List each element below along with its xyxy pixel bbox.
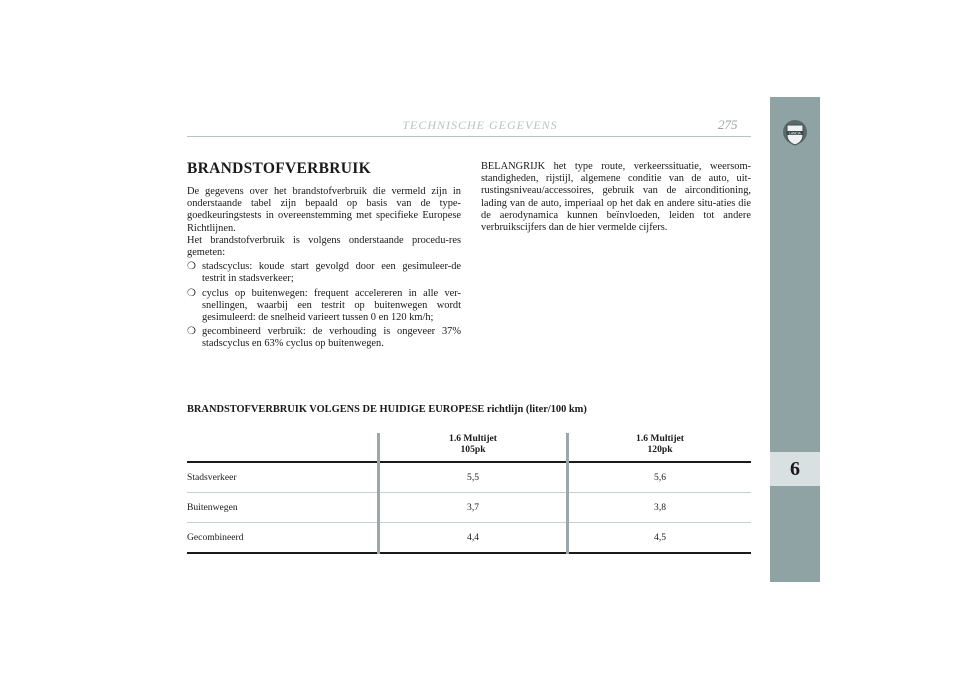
- table-cell: 3,7: [379, 493, 568, 523]
- list-item-text: cyclus op buitenwegen: frequent accelereren in alle ver-snellingen, waarbij een testrit op buitenwegen wordt gesimuleerd: de snelheid varieert tussen 0 en 120 km/h;: [202, 287, 461, 324]
- column-engine-label: 1.6 Multijet: [449, 433, 497, 444]
- fuel-consumption-table-wrapper: [187, 433, 751, 554]
- intro-paragraph: De gegevens over het brandstofverbruik die vermeld zijn in onderstaande tabel zijn bepaald op basis van de type-goedkeuringstests in overeenstemming met specifieke Europese Richtlijnen.: [187, 186, 461, 234]
- chapter-sidebar: [770, 97, 820, 582]
- list-item: [187, 326, 461, 350]
- fuel-consumption-table: [187, 433, 751, 554]
- table-caption: BRANDSTOFVERBRUIK VOLGENS DE HUIDIGE EUROPESE richtlijn (liter/100 km): [187, 404, 587, 415]
- measurement-list: [187, 261, 461, 350]
- lancia-shield-icon: [782, 119, 808, 147]
- section-title: BRANDSTOFVERBRUIK: [187, 160, 371, 177]
- right-column: [481, 161, 751, 234]
- table-cell: 4,4: [379, 523, 568, 554]
- column-power-label: 105pk: [460, 444, 486, 455]
- row-label: Gecombineerd: [187, 523, 379, 554]
- logo-text: LANCIA: [789, 131, 801, 136]
- table-cell: 4,5: [568, 523, 751, 554]
- list-item-text: gecombineerd verbruik: de verhouding is ongeveer 37% stadscyclus en 63% cyclus op buitenwegen.: [202, 326, 461, 350]
- row-label: Buitenwegen: [187, 493, 379, 523]
- table-row: [187, 493, 751, 523]
- row-label: Stadsverkeer: [187, 462, 379, 493]
- important-note: BELANGRIJK het type route, verkeerssituatie, weersom-standigheden, rijstijl, algemene conditie van de auto, uit-rustingsniveau/accessoires, gebruik van de airconditioning, lading van de auto, imperiaal op het dak en andere situ-aties die de aerodynamica kunnen beïnvloeden, leiden tot andere verbruikscijfers dan de hier vermelde cijfers.: [481, 161, 751, 234]
- table-cell: 5,5: [379, 462, 568, 493]
- page-number: 275: [718, 117, 738, 132]
- left-column: [187, 186, 461, 351]
- intro-paragraph-2: Het brandstofverbruik is volgens onderstaande procedu-res gemeten:: [187, 234, 461, 259]
- list-item: [187, 261, 461, 285]
- bullet-icon: ❍: [187, 261, 196, 273]
- column-engine-label: 1.6 Multijet: [636, 433, 684, 444]
- header-divider: [187, 136, 751, 137]
- table-row: [187, 462, 751, 493]
- table-cell: 3,8: [568, 493, 751, 523]
- table-header-row: [187, 433, 751, 462]
- table-header-120pk: [568, 433, 751, 462]
- column-power-label: 120pk: [647, 444, 673, 455]
- table-row: [187, 523, 751, 554]
- chapter-number: 6: [790, 457, 800, 480]
- chapter-tab[interactable]: [770, 452, 820, 486]
- table-cell: 5,6: [568, 462, 751, 493]
- table-header-empty: [187, 433, 379, 462]
- list-item: [187, 288, 461, 325]
- table-header-105pk: [379, 433, 568, 462]
- list-item-text: stadscyclus: koude start gevolgd door een gesimuleer-de testrit in stadsverkeer;: [202, 261, 461, 285]
- bullet-icon: ❍: [187, 287, 196, 299]
- bullet-icon: ❍: [187, 326, 196, 338]
- page-header-title: TECHNISCHE GEGEVENS: [402, 118, 558, 132]
